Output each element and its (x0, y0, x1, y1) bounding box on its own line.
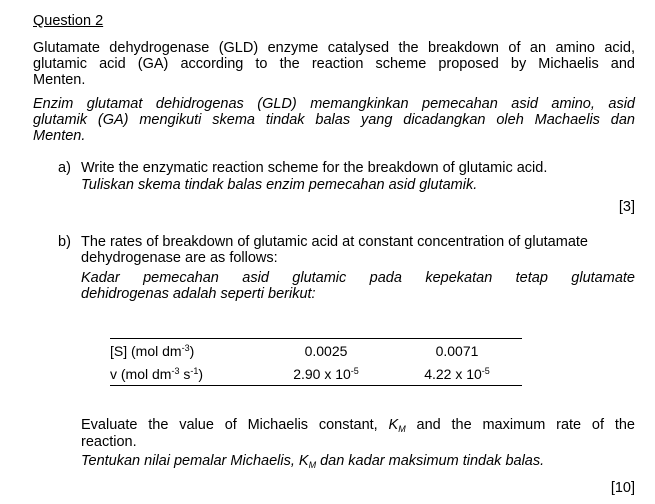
table-row (110, 362, 522, 386)
part-b-english-line: dehydrogenase are as follows: (81, 250, 278, 266)
part-b-label: b) (58, 234, 71, 250)
intro-english-line: Glutamate dehydrogenase (GLD) enzyme catalysed the breakdown of an amino acid, (33, 40, 635, 56)
table-cell: 0.0025 (260, 339, 392, 363)
rate-data-table (110, 338, 522, 386)
part-a-marks: [3] (618, 199, 635, 215)
substrate-concentration-label: [S] (mol $dm^{-3}$) (110, 339, 260, 363)
part-b-english (81, 234, 635, 266)
table-cell: 4.22 x $10^{-5}$ (392, 362, 522, 386)
table-row (110, 339, 522, 363)
part-b-malay (81, 270, 635, 302)
table-cell: 2.90 x $10^{-5}$ (260, 362, 392, 386)
part-a-label: a) (58, 160, 71, 176)
part-a-english: Write the enzymatic reaction scheme for the breakdown of glutamic acid. (81, 160, 548, 176)
part-b-malay-line: dehidrogenas adalah seperti berikut: (81, 286, 316, 302)
intro-malay-line: Menten. (33, 128, 86, 144)
rate-label: v (mol $dm^{-3}$ $s^{-1}$) (110, 362, 260, 386)
table-cell: 0.0071 (392, 339, 522, 363)
intro-malay-line: Enzim glutamat dehidrogenas (GLD) memangkinkan pemecahan asid amino, asid (33, 96, 635, 112)
part-b-malay-line: Kadar pemecahan asid glutamic pada kepekatan tetap glutamate (81, 270, 635, 286)
intro-english-line: Menten. (33, 72, 86, 88)
intro-english-line: glutamic acid (GA) according to the reaction scheme proposed by Michaelis and (33, 56, 635, 72)
intro-malay-line: glutamik (GA) mengikuti skema tindak balas yang dicadangkan oleh Machaelis dan (33, 112, 635, 128)
question-title: Question 2 (33, 13, 104, 29)
part-b-english-line: The rates of breakdown of glutamic acid at constant concentration of glutamate (81, 234, 588, 250)
intro-english (33, 40, 635, 88)
part-b-evaluate-malay: Tentukan nilai pemalar Michaelis, $K_M$ dan kadar maksimum tindak balas. (81, 453, 545, 470)
part-b-evaluate-english: Evaluate the value of Michaelis constant, $K_M$ and the maximum rate of the (81, 417, 635, 434)
part-b-evaluate-english-end: reaction. (81, 434, 137, 450)
part-a-malay: Tuliskan skema tindak balas enzim pemecahan asid glutamik. (81, 177, 478, 193)
part-b-marks: [10] (610, 480, 635, 496)
intro-malay (33, 96, 635, 144)
